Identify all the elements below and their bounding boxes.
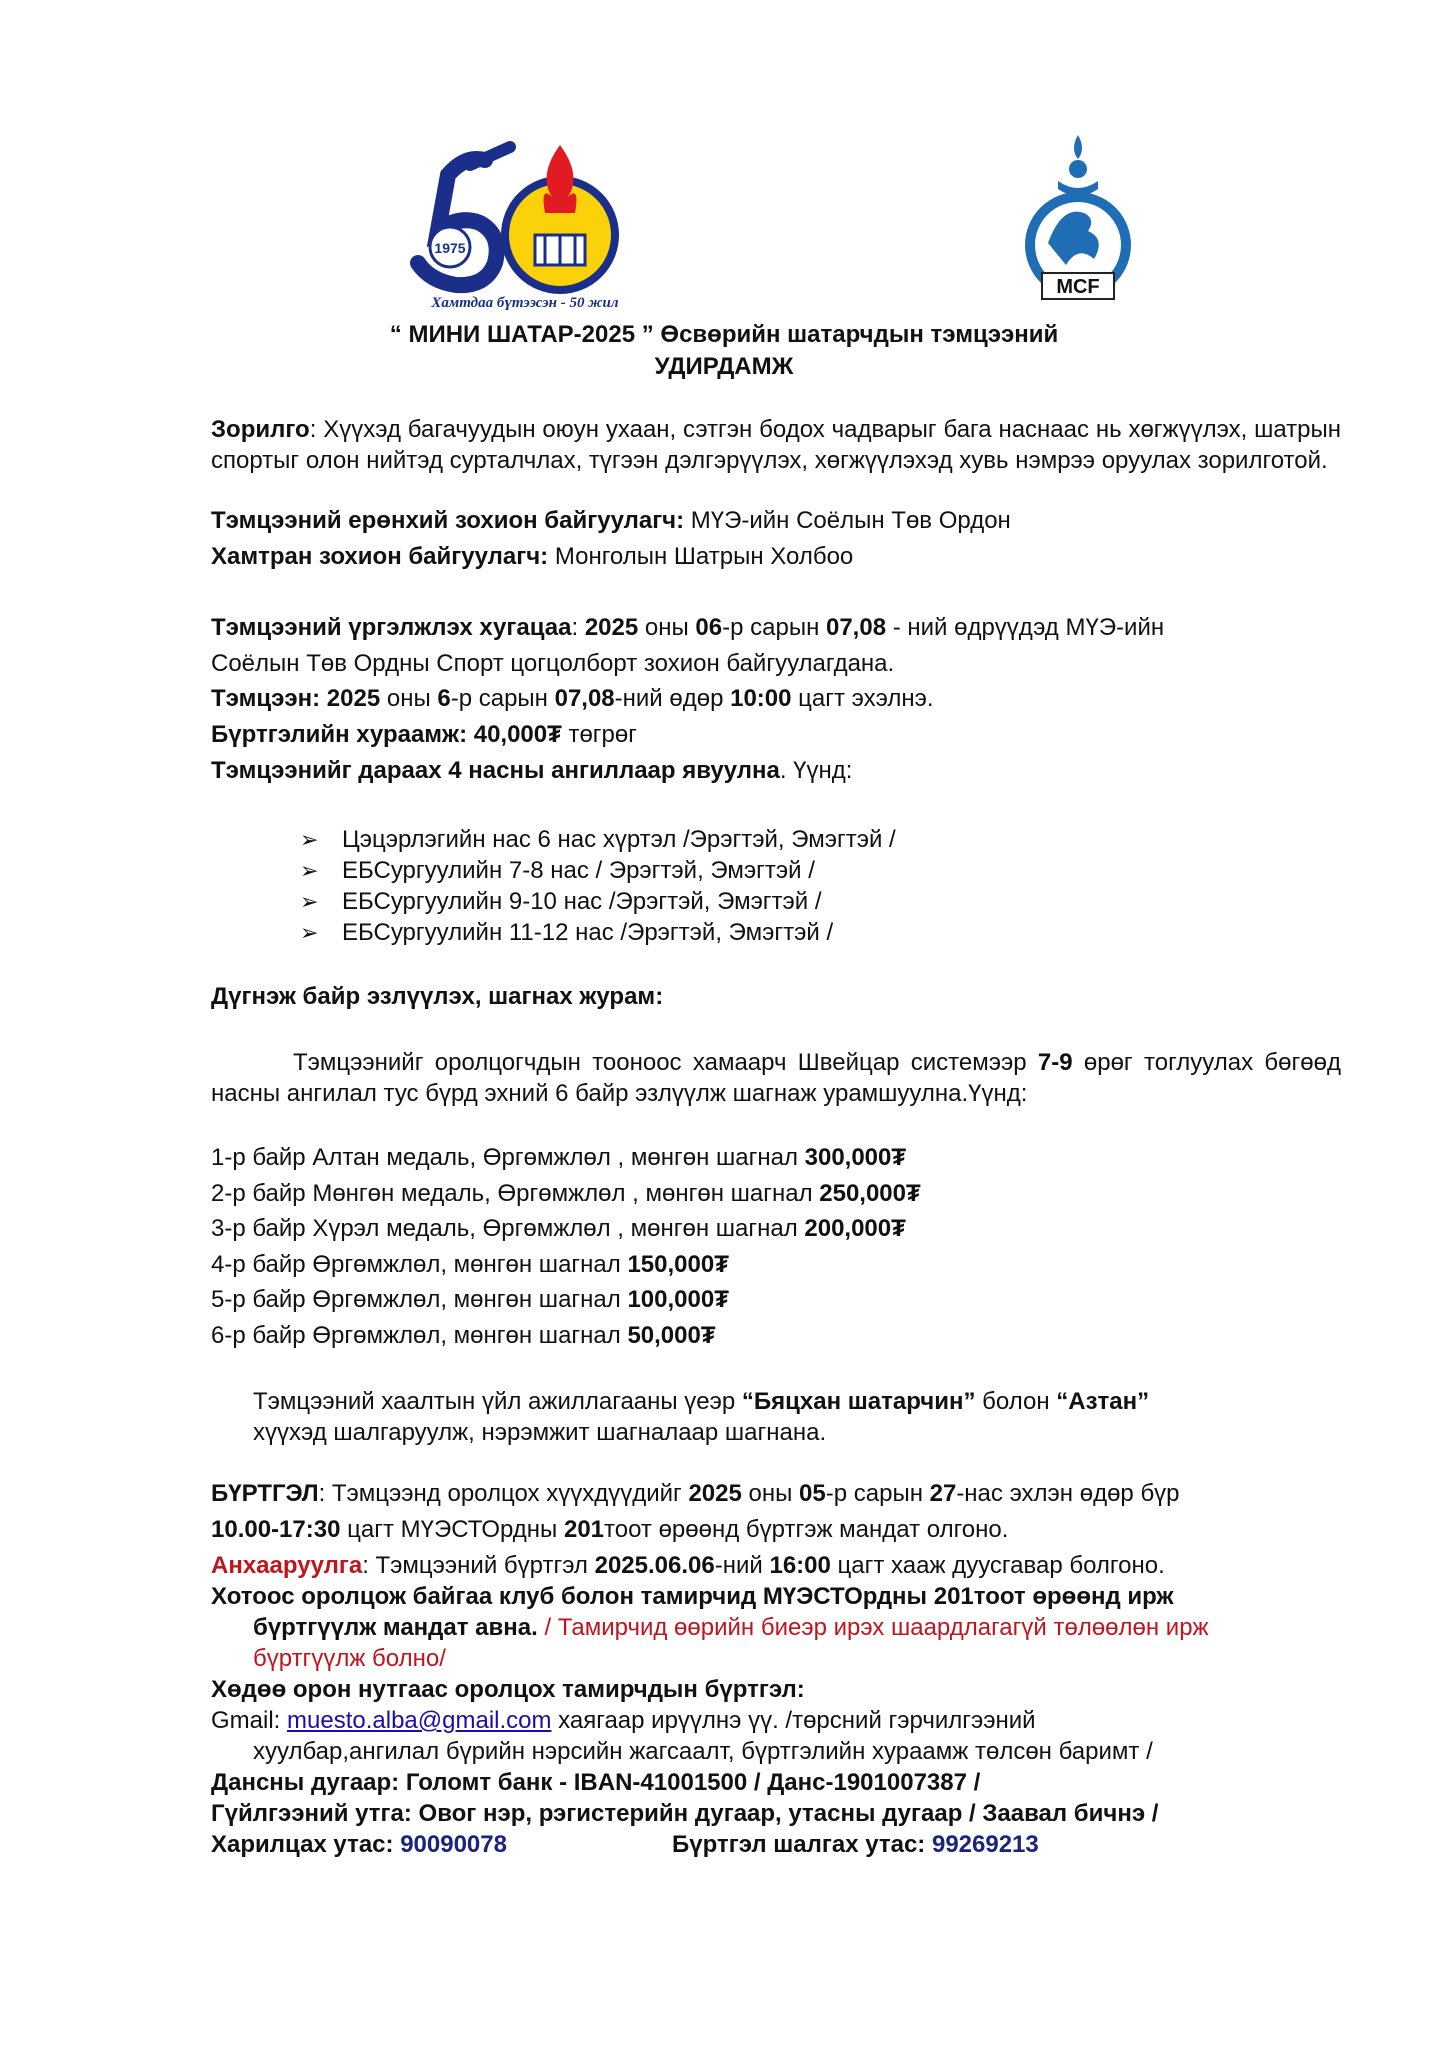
contact-phone: 90090078 xyxy=(400,1831,507,1858)
closing-line-2: хүүхэд шалгаруулж, нэрэмжит шагналаар шагнана. xyxy=(253,1419,827,1446)
prize-line: 1-р байр Алтан медаль, Өргөмжлөл , мөнгөн шагнал 300,000₮ xyxy=(211,1144,907,1171)
notice-line: Анхааруулга: Тэмцээний бүртгэл 2025.06.06-ний 16:00 цагт хааж дуусгавар болгоно. xyxy=(211,1552,1165,1579)
goal-label: Зорилго xyxy=(211,416,310,443)
arrow-bullet-icon: ➢ xyxy=(300,889,319,914)
prize-line: 5-р байр Өргөмжлөл, мөнгөн шагнал 100,000₮ xyxy=(211,1286,729,1313)
logo-year: 1975 xyxy=(434,240,466,256)
bank-line: Дансны дугаар: Голомт банк - IBAN-41001500 / Данс-1901007387 / xyxy=(211,1769,981,1796)
list-item: ➢ Цэцэрлэгийн нас 6 нас хүртэл /Эрэгтэй, Эмэгтэй / xyxy=(300,826,896,853)
prize-line: 3-р байр Хүрэл медаль, Өргөмжлөл , мөнгөн шагнал 200,000₮ xyxy=(211,1215,906,1242)
arrow-bullet-icon: ➢ xyxy=(300,827,319,852)
start-line: Тэмцээн: 2025 оны 6-р сарын 07,08-ний өдөр 10:00 цагт эхэлнэ. xyxy=(211,685,934,712)
title-line-1: “ МИНИ ШАТАР-2025 ” Өсвөрийн шатарчдын тэмцээний xyxy=(389,321,1059,348)
prize-line: 2-р байр Мөнгөн медаль, Өргөмжлөл , мөнгөн шагнал 250,000₮ xyxy=(211,1180,921,1207)
duration-line-2: Соёлын Төв Ордны Спорт цогцолборт зохион байгуулагдана. xyxy=(211,650,895,677)
mcf-text: MCF xyxy=(1056,276,1100,298)
contact-line: Харилцах утас: 90090078 xyxy=(211,1831,507,1858)
title-line-2: УДИРДАМЖ xyxy=(654,353,794,380)
arrow-bullet-icon: ➢ xyxy=(300,858,319,883)
reg-phone: 99269213 xyxy=(931,1831,1039,1858)
duration-label: Тэмцээний үргэлжлэх хугацаа xyxy=(211,614,572,641)
prize-line: 4-р байр Өргөмжлөл, мөнгөн шагнал 150,000₮ xyxy=(211,1251,729,1278)
city-line-3: бүртгүүлж болно/ xyxy=(253,1645,446,1672)
duration-line: Тэмцээний үргэлжлэх хугацаа: 2025 оны 06-р сарын 07,08 - ний өдрүүдэд МҮЭ-ийн xyxy=(211,614,1165,641)
city-line-1: Хотоос оролцож байгаа клуб болон тамирчид МҮЭСТОрдны 201тоот өрөөнд ирж xyxy=(211,1583,1174,1610)
co-organizer-value: Монголын Шатрын Холбоо xyxy=(548,543,854,570)
organizer-value: МҮЭ-ийн Соёлын Төв Ордон xyxy=(684,507,1011,534)
arrow-bullet-icon: ➢ xyxy=(300,920,319,945)
rural-heading: Хөдөө орон нутгаас оролцох тамирчдын бүртгэл: xyxy=(211,1676,805,1703)
start-label: Тэмцээн: xyxy=(211,685,321,712)
anniversary-logo xyxy=(410,135,640,315)
email-link[interactable]: muesto.alba@gmail.com xyxy=(287,1707,552,1734)
rural-gmail-line: Gmail: muesto.alba@gmail.com хаягаар ирүүлнэ үү. /төрсний гэрчилгээний xyxy=(211,1707,1036,1734)
fee-line xyxy=(211,719,637,750)
rules-paragraph: Тэмцээнийг оролцогчдын тооноос хамаарч Швейцар системээр 7-9 өрөг тоглуулах бөгөөд насны ангилал тус бүрд эхний 6 байр эзлүүлж шагнаж урамшуулна.Үүнд: xyxy=(211,1049,1341,1107)
fee-value: төгрөг xyxy=(561,721,638,748)
list-item: ➢ ЕБСургуулийн 7-8 нас / Эрэгтэй, Эмэгтэй / xyxy=(300,857,815,884)
mcf-logo xyxy=(1022,135,1134,313)
co-organizer-line xyxy=(211,541,853,572)
organizer-line xyxy=(211,505,1011,536)
list-item: ➢ ЕБСургуулийн 11-12 нас /Эрэгтэй, Эмэгтэй / xyxy=(300,919,834,946)
purpose-line: Гүйлгээний утга: Овог нэр, рэгистерийн дугаар, утасны дугаар / Заавал бичнэ / xyxy=(211,1800,1159,1827)
closing-line-1: Тэмцээний хаалтын үйл ажиллагааны үеэр “Бяцхан шатарчин” болон “Азтан” xyxy=(253,1388,1150,1415)
co-organizer-label: Хамтран зохион байгуулагч: xyxy=(211,543,549,570)
rural-line-2: хуулбар,ангилал бүрийн нэрсийн жагсаалт, бүртгэлийн хураамж төлсөн баримт / xyxy=(253,1738,1153,1765)
notice-label: Анхааруулга xyxy=(211,1552,363,1579)
registration-line-2: 10.00-17:30 цагт МҮЭСТОрдны 201тоот өрөөнд бүртгэж мандат олгоно. xyxy=(211,1516,1009,1543)
list-item: ➢ ЕБСургуулийн 9-10 нас /Эрэгтэй, Эмэгтэй / xyxy=(300,888,822,915)
categories-intro: Тэмцээнийг дараах 4 насны ангиллаар явуулна. Үүнд: xyxy=(211,757,853,784)
prize-line: 6-р байр Өргөмжлөл, мөнгөн шагнал 50,000₮ xyxy=(211,1322,716,1349)
rules-heading: Дүгнэж байр эзлүүлэх, шагнах журам: xyxy=(211,983,664,1010)
fee-label: Бүртгэлийн хураамж: 40,000₮ xyxy=(211,721,562,748)
goal-paragraph xyxy=(211,414,1341,476)
organizer-label: Тэмцээний ерөнхий зохион байгуулагч: xyxy=(211,507,685,534)
registration-line-1: БҮРТГЭЛ: Тэмцээнд оролцох хүүхдүүдийг 2025 оны 05-р сарын 27-нас эхлэн өдөр бүр xyxy=(211,1480,1180,1507)
logo-caption: Хамтдаа бүтээсэн - 50 жил xyxy=(431,295,619,311)
city-line-2: бүртгүүлж мандат авна. / Тамирчид өөрийн биеэр ирэх шаардлагагүй төлөөлөн ирж xyxy=(253,1614,1209,1641)
goal-text: : Хүүхэд багачуудын оюун ухаан, сэтгэн бодох чадварыг бага наснаас нь хөгжүүлэх, шатрын спортыг олон нийтэд сурталчлах, түгээн дэлгэрүүлэх, хөгжүүлэхэд хувь нэмрээ оруулах зорилготой. xyxy=(211,416,1341,474)
reg-contact-line: Бүртгэл шалгах утас: 99269213 xyxy=(672,1831,1039,1858)
